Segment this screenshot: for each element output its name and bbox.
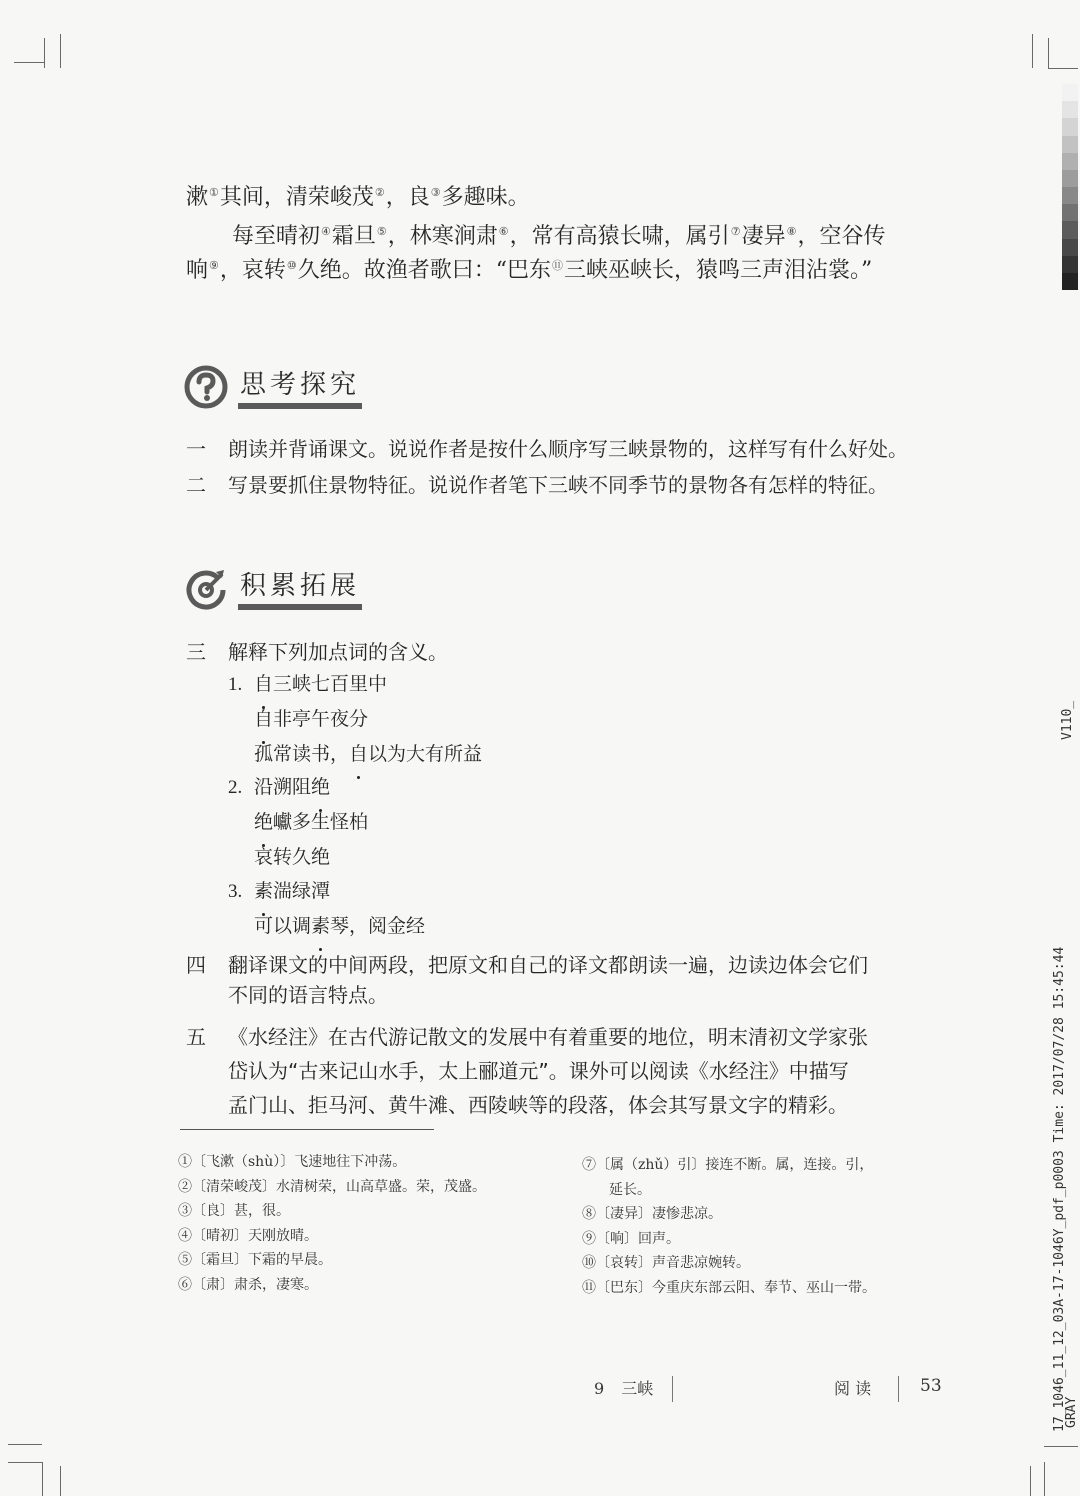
crop-mark <box>8 1462 42 1463</box>
emphasis-dot-word: 素 <box>254 874 273 909</box>
target-arrow-icon <box>184 566 228 610</box>
crop-mark <box>1044 1446 1078 1447</box>
footnote: ⑦〔属（zhǔ）引〕接连不断。属，连接。引， <box>582 1157 874 1173</box>
grayscale-calibration-strip <box>1062 84 1078 290</box>
subitem-line: 孤常读书，自以为大有所益 <box>228 737 482 772</box>
emphasis-dot-word: 自 <box>254 667 273 702</box>
emphasis-dot-word: 绝 <box>311 770 330 805</box>
subitem-line: 可以调素琴，阅金经 <box>228 909 425 944</box>
subitem-line: 哀转久绝 <box>254 847 331 868</box>
footnote: ⑥〔肃〕肃杀，凄寒。 <box>178 1276 318 1293</box>
question-4: 四 翻译课文的中间两段，把原文和自己的译文都朗读一遍，边读边体会它们 不同的语言特点。 <box>186 953 868 1007</box>
crop-mark <box>1030 1466 1031 1496</box>
footnote: ①〔飞漱（shù）〕飞速地往下冲荡。 <box>178 1154 407 1170</box>
emphasis-dot-word: 素 <box>311 909 330 944</box>
crop-mark <box>60 34 61 68</box>
gray-label: GRAY <box>1064 1396 1079 1428</box>
footnotes-left <box>178 1150 486 1297</box>
footer-divider <box>898 1376 899 1402</box>
section-title-think: 思考探究 <box>238 364 362 409</box>
crop-mark <box>1048 68 1078 69</box>
footnotes-right <box>582 1153 876 1300</box>
section-title-accumulate: 积累拓展 <box>238 565 362 610</box>
lesson-title: 三峡 <box>621 1379 654 1398</box>
passage-line-2: 每至晴初④霜旦⑤，林寒涧肃⑥，常有高猿长啸，属引⑦凄异⑧，空谷传 <box>232 224 886 249</box>
subitem-line: 1. 自三峡七百里中 <box>228 667 482 702</box>
question-2: 二 写景要抓住景物特征。说说作者笔下三峡不同季节的景物各有怎样的特征。 <box>186 473 888 497</box>
footnote: ⑧〔凄异〕凄惨悲凉。 <box>582 1206 722 1222</box>
footnote: ⑪〔巴东〕今重庆东部云阳、奉节、巫山一带。 <box>582 1279 876 1296</box>
emphasis-dot-word: 自 <box>254 702 273 737</box>
subitem-line: 绝巘多生怪柏 <box>228 805 368 840</box>
footer-unit: 阅 读 <box>834 1379 872 1398</box>
crop-mark <box>42 1462 43 1496</box>
lesson-number: 9 <box>594 1379 605 1398</box>
crop-mark <box>1048 38 1049 68</box>
footnote: ⑤〔霜旦〕下霜的早晨。 <box>178 1252 332 1268</box>
emphasis-dot-word: 自 <box>349 737 368 772</box>
subitem-line: 2. 沿溯阻绝 <box>228 770 368 805</box>
footnote: 延长。 <box>609 1181 651 1198</box>
question-1: 一 朗读并背诵课文。说说作者是按什么顺序写三峡景物的，这样写有什么好处。 <box>186 437 908 461</box>
subitem-group-1 <box>228 667 482 772</box>
footnote: ⑩〔哀转〕声音悲凉婉转。 <box>582 1255 750 1271</box>
emphasis-dot-word: 绝 <box>254 805 273 840</box>
footer-divider <box>672 1376 673 1402</box>
subitem-line: 自非亭午夜分 <box>228 702 482 737</box>
passage-line-3: 响⑨，哀转⑩久绝。故渔者歌曰：“巴东⑪三峡巫峡长，猿鸣三声泪沾裳。” <box>186 258 873 283</box>
footnote: ④〔晴初〕天刚放晴。 <box>178 1227 318 1244</box>
print-imprint: 17_1046_11_12_03A-17-1046Y_pdf_p0003 Time: 2017/07/28 15:45:44 <box>1052 946 1067 1432</box>
question-5: 五 《水经注》在古代游记散文的发展中有着重要的地位，明末清初文学家张 岱认为“古来记山水手，太上郦道元”。课外可以阅读《水经注》中描写 孟门山、拒马河、黄牛滩、西陵峡等的段落，体会其写景文字的精彩。 <box>186 1025 868 1117</box>
passage-line-1: 漱①其间，清荣峻茂②，良③多趣味。 <box>186 185 530 210</box>
crop-mark <box>1032 34 1033 68</box>
crop-mark <box>1044 1462 1045 1496</box>
crop-mark <box>8 1444 42 1445</box>
crop-mark <box>14 62 44 63</box>
footnote: ⑨〔响〕回声。 <box>582 1230 680 1247</box>
footer-lesson <box>594 1376 653 1399</box>
section-heading-accumulate <box>184 565 362 610</box>
footnote: ②〔清荣峻茂〕水清树荣，山高草盛。荣，茂盛。 <box>178 1178 486 1195</box>
subitem-line: 3. 素湍绿潭 <box>228 874 425 909</box>
question-3: 三 解释下列加点词的含义。 <box>186 640 448 664</box>
subitem-group-3 <box>228 874 425 944</box>
footnote-divider <box>180 1129 434 1130</box>
footnote: ③〔良〕甚，很。 <box>178 1203 290 1219</box>
version-label: V110_ <box>1060 700 1075 740</box>
subitem-group-2 <box>228 770 368 875</box>
question-mark-icon <box>184 365 228 409</box>
crop-mark <box>60 1466 61 1496</box>
crop-mark <box>44 38 45 68</box>
page-number: 53 <box>920 1376 942 1396</box>
section-heading-think <box>184 364 362 409</box>
